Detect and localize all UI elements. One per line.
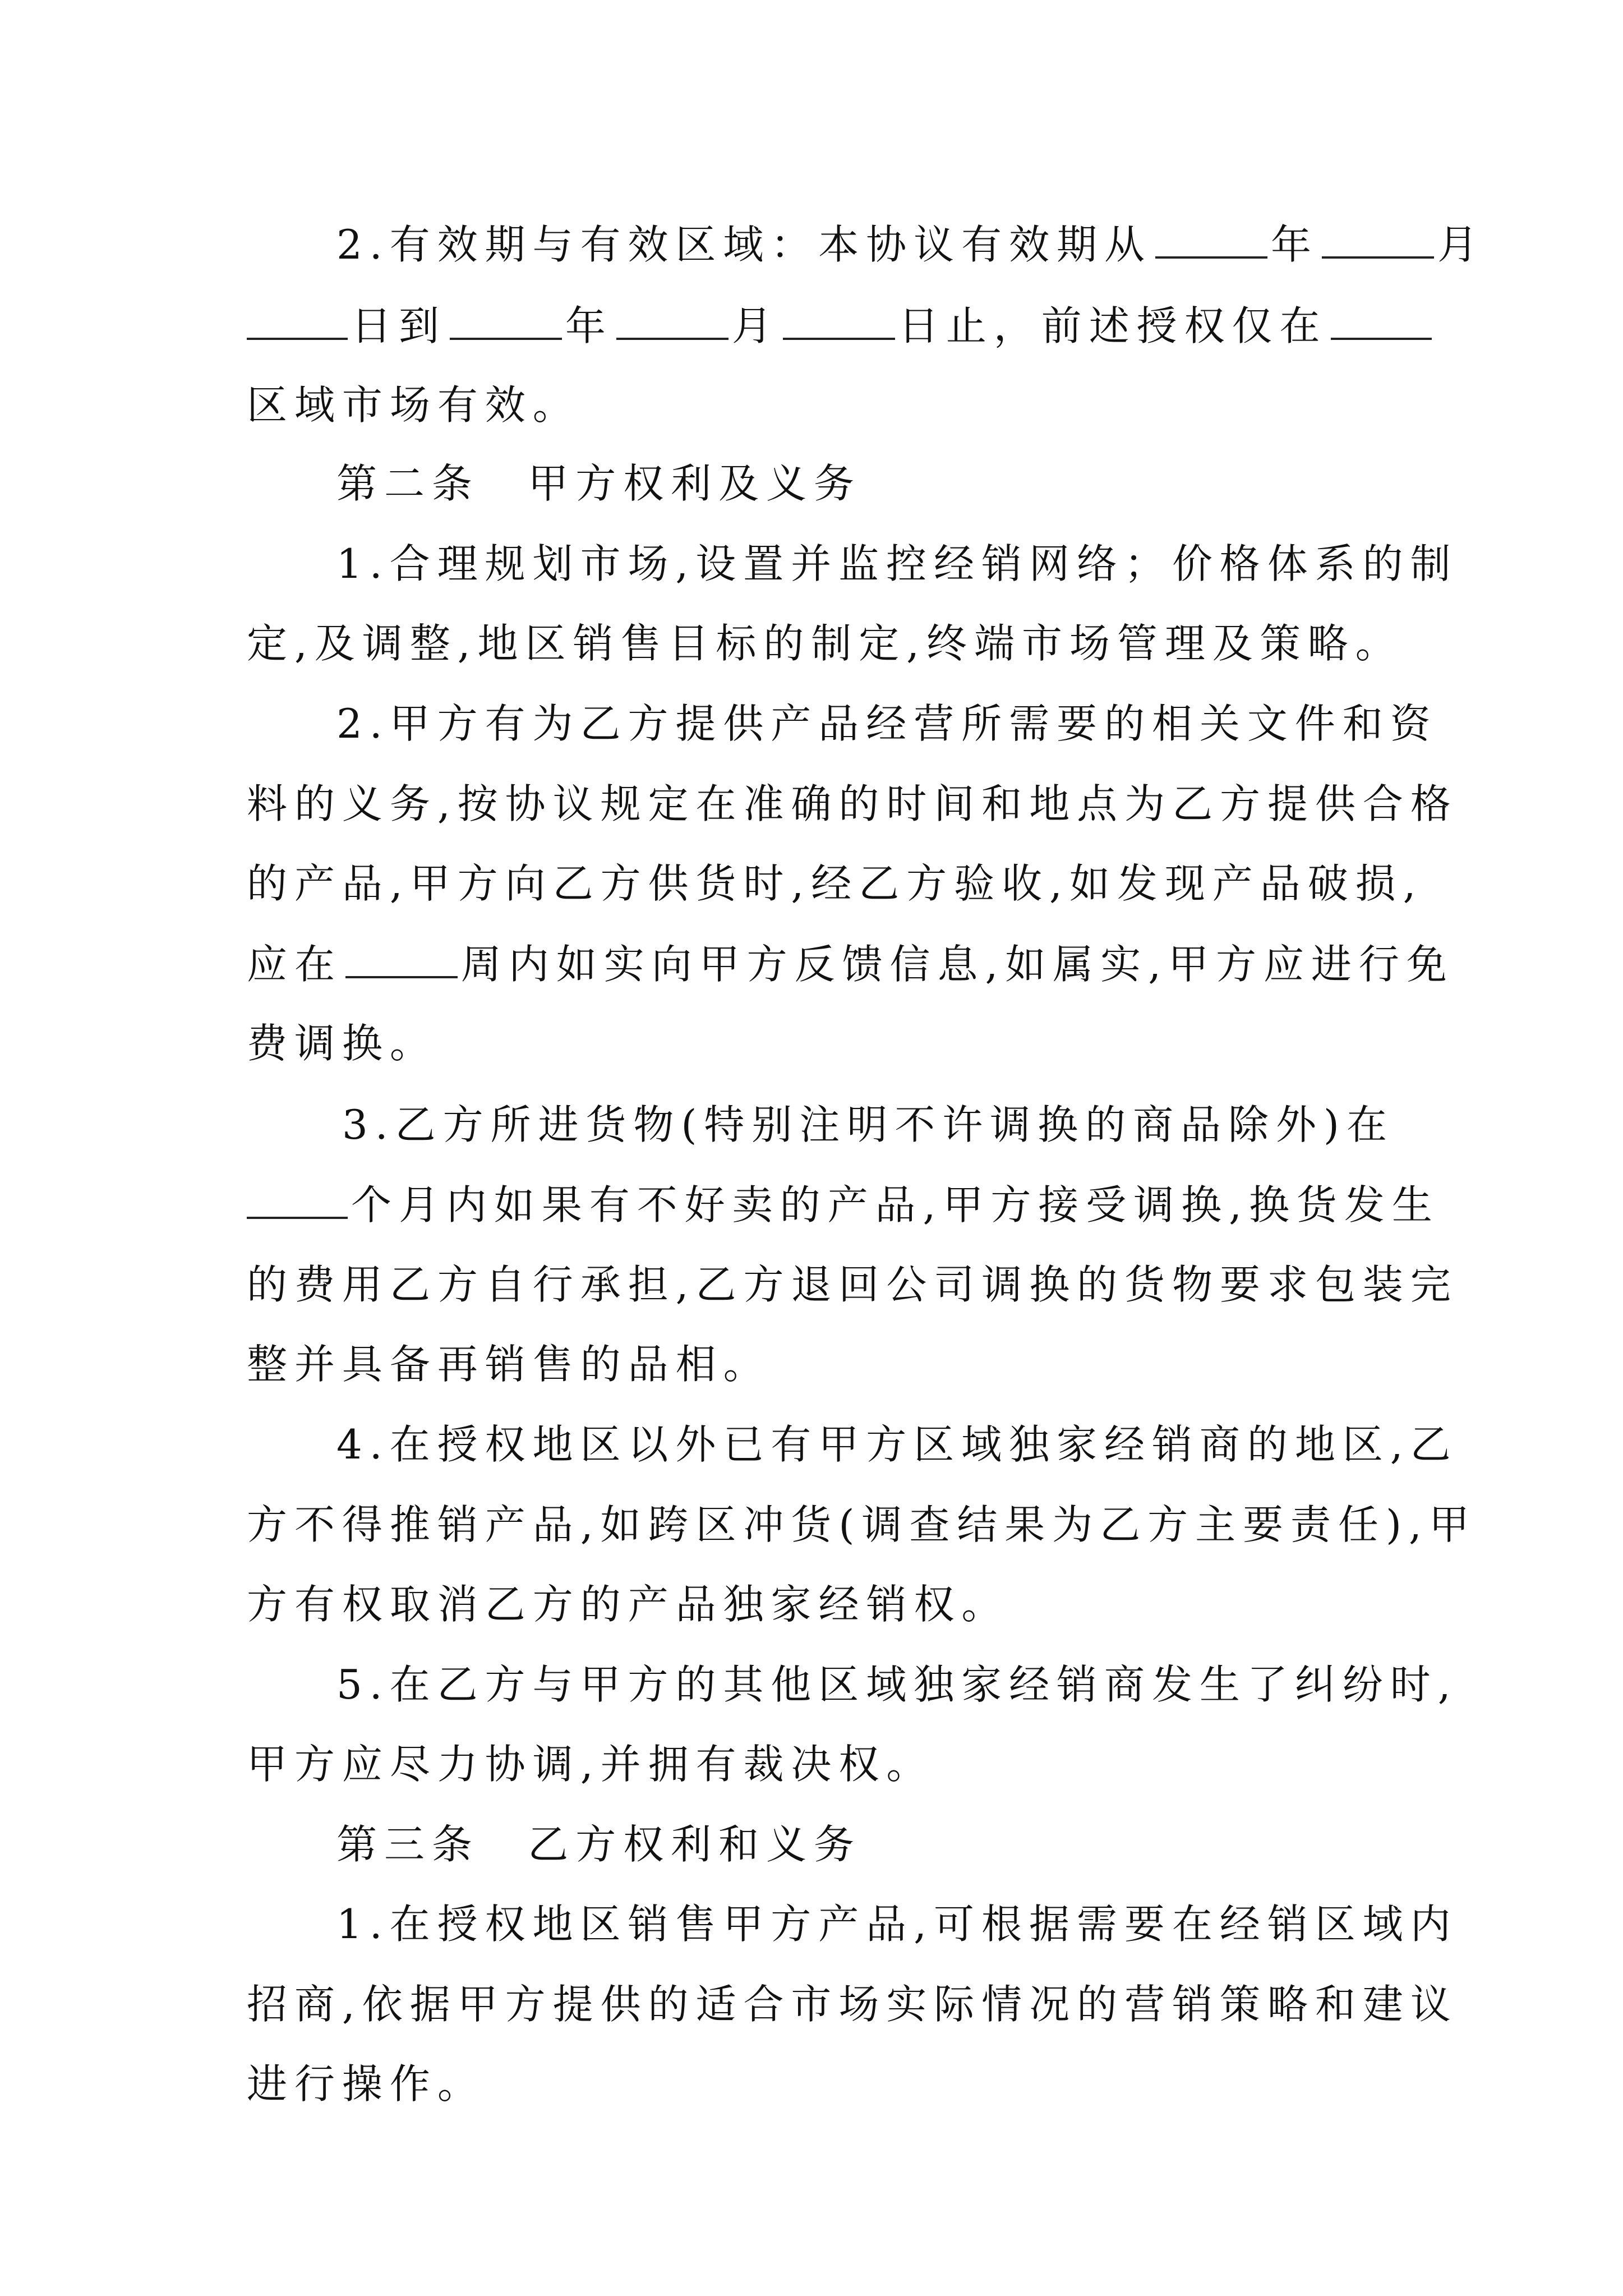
validity-text-2c: 月 [731,302,780,349]
article-3-item-1-line-2: 招商,依据甲方提供的适合市场实际情况的营销策略和建议 [247,1981,1458,2028]
feedback-text-a: 应在 [247,941,342,988]
blank-end-day [783,297,895,340]
blank-end-month [616,297,728,340]
article-2-item-4-line-3: 方有权取消乙方的产品独家经销权。 [247,1581,1009,1628]
blank-exchange-months [247,1176,348,1219]
blank-start-day [247,297,348,340]
article-2-item-5-line-2: 甲方应尽力协调,并拥有裁决权。 [247,1741,934,1788]
article-2-item-4-line-1: 4.在授权地区以外已有甲方区域独家经销商的地区,乙 [336,1421,1458,1468]
article-3-item-1-line-3: 进行操作。 [247,2060,485,2108]
article-2-item-2-line-5: 费调换。 [247,1020,437,1067]
article-2-item-4-line-2: 方不得推销产品,如跨区冲货(调查结果为乙方主要责任),甲 [247,1501,1477,1548]
article-2-item-2-line-1: 2.甲方有为乙方提供产品经营所需要的相关文件和资 [336,700,1438,747]
article-2-title: 甲方权利及义务 [528,460,862,507]
blank-feedback-weeks [345,936,458,978]
article-3-number: 第三条 [336,1821,479,1868]
article-3-heading [336,1816,861,1872]
validity-text-2a: 日到 [351,302,446,349]
article-2-item-2-line-2: 料的义务,按协议规定在准确的时间和地点为乙方提供合格 [247,780,1458,827]
validity-text-1b: 年 [1270,221,1318,268]
validity-text-2d: 日止，前述授权仅在 [898,302,1327,349]
article-3-item-1-line-1: 1.在授权地区销售甲方产品,可根据需要在经销区域内 [336,1901,1458,1948]
validity-text-1a: 2.有效期与有效区域：本协议有效期从 [336,221,1152,268]
blank-region [1331,297,1432,340]
article-2-item-3-line-2 [247,1176,1440,1233]
article-2-item-3-line-4: 整并具备再销售的品相。 [247,1341,771,1388]
article-2-number: 第二条 [336,460,479,507]
blank-start-year [1155,216,1267,259]
validity-line-1 [336,216,1485,273]
article-2-heading [336,455,861,512]
blank-start-month [1322,216,1434,259]
feedback-text-b: 周内如实向甲方反馈信息,如属实,甲方应进行免 [460,941,1454,988]
article-2-item-1-line-2: 定,及调整,地区销售目标的制定,终端市场管理及策略。 [247,620,1403,667]
article-2-item-2-line-3: 的产品,甲方向乙方供货时,经乙方验收,如发现产品破损, [247,860,1423,907]
article-2-item-1-line-1: 1.合理规划市场,设置并监控经销网络；价格体系的制 [336,540,1458,587]
validity-text-1c: 月 [1437,221,1485,268]
article-2-item-3-line-1: 3.乙方所进货物(特别注明不许调换的商品除外)在 [342,1101,1394,1148]
article-2-item-5-line-1: 5.在乙方与甲方的其他区域独家经销商发生了纠纷时, [336,1661,1458,1708]
article-3-title: 乙方权利和义务 [528,1821,862,1868]
validity-line-3: 区域市场有效。 [247,381,580,429]
blank-end-year [450,297,562,340]
validity-line-2 [247,297,1435,354]
exchange-text: 个月内如果有不好卖的产品,甲方接受调换,换货发生 [351,1181,1440,1228]
article-2-item-2-line-4 [247,936,1454,992]
article-2-item-3-line-3: 的费用乙方自行承担,乙方退回公司调换的货物要求包装完 [247,1261,1458,1308]
validity-text-2b: 年 [565,302,613,349]
